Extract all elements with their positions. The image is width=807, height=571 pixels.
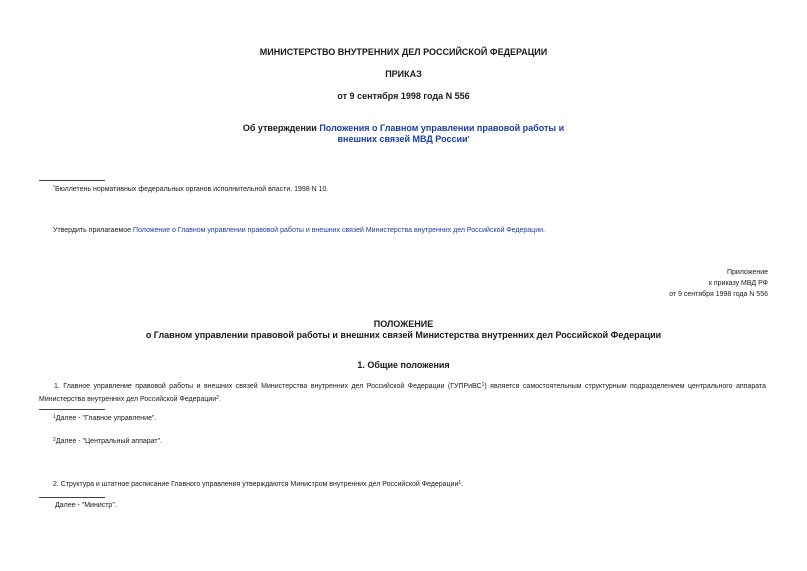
section-heading: 1. Общие положения (357, 360, 450, 370)
footnote-text: Далее - "Центральный аппарат". (55, 438, 163, 445)
footnote-mark[interactable]: 1 (458, 480, 462, 486)
order-subject-line2 (0, 134, 807, 145)
footnote-text: Далее - "Главное управление". (55, 415, 157, 422)
order-subject-prefix: Об утверждении (242, 123, 320, 133)
regulation-link-title[interactable]: Положения о Главном управлении правовой работы и (319, 123, 565, 133)
paragraph-1-end: . (218, 395, 221, 403)
ministry-heading: МИНИСТЕРСТВО ВНУТРЕННИХ ДЕЛ РОССИЙСКОЙ ФЕДЕРАЦИИ (259, 47, 548, 57)
footnote-mark[interactable]: 1 (481, 382, 485, 388)
paragraph-1-text: 1. Главное управление правовой работы и внешних связей Министерства внутренних дел Российской Федерации (ГУПРиВС (54, 383, 482, 390)
footnote-divider (39, 497, 105, 498)
order-text (53, 226, 545, 235)
order-text-prefix: Утвердить прилагаемое (53, 227, 134, 234)
footnote-divider (39, 409, 105, 410)
order-date-number: от 9 сентября 1998 года N 556 (337, 91, 470, 101)
footnote-bulletin (53, 184, 328, 194)
order-title: ПРИКАЗ (385, 69, 422, 79)
regulation-title: ПОЛОЖЕНИЕ (373, 319, 434, 329)
appendix-label: Приложение (726, 269, 768, 276)
appendix-date: от 9 сентября 1998 года N 556 (669, 291, 768, 298)
paragraph-2 (53, 479, 463, 489)
paragraph-2-text: 2. Структура и штатное расписание Главного управления утверждаются Министром внутренних дел Российской Федерации (53, 481, 459, 488)
paragraph-1-text-cont: ) является самостоятельным структурным подразделением центрального аппарата Министерства внутренних дел Российской Федерации (39, 383, 766, 403)
footnote-2 (53, 436, 162, 446)
regulation-link-title-cont[interactable]: внешних связей МВД России (337, 134, 468, 144)
order-subject (0, 123, 807, 134)
regulation-link[interactable]: Положение о Главном управлении правовой работы и внешних связей Министерства внутренних дел Российской Федерации (133, 227, 544, 234)
footnote-divider (39, 180, 105, 181)
footnote-1 (53, 413, 156, 423)
footnote-mark[interactable]: * (467, 136, 470, 142)
footnote-mark: 2 (53, 437, 56, 443)
footnote-mark[interactable]: 2 (216, 394, 219, 401)
appendix-order-ref: к приказу МВД РФ (708, 280, 768, 287)
order-text-suffix: . (543, 227, 545, 234)
paragraph-1 (39, 380, 766, 405)
footnote-mark: * (53, 185, 55, 191)
regulation-subtitle: о Главном управлении правовой работы и внешних связей Министерства внутренних дел Российской Федерации (145, 330, 662, 340)
paragraph-2-end: . (461, 481, 464, 488)
footnote-3: Далее - "Министр". (55, 502, 117, 509)
footnote-mark: 1 (53, 414, 56, 420)
footnote-text: Бюллетень нормативных федеральных органов исполнительной власти. 1998 N 10. (54, 186, 329, 193)
